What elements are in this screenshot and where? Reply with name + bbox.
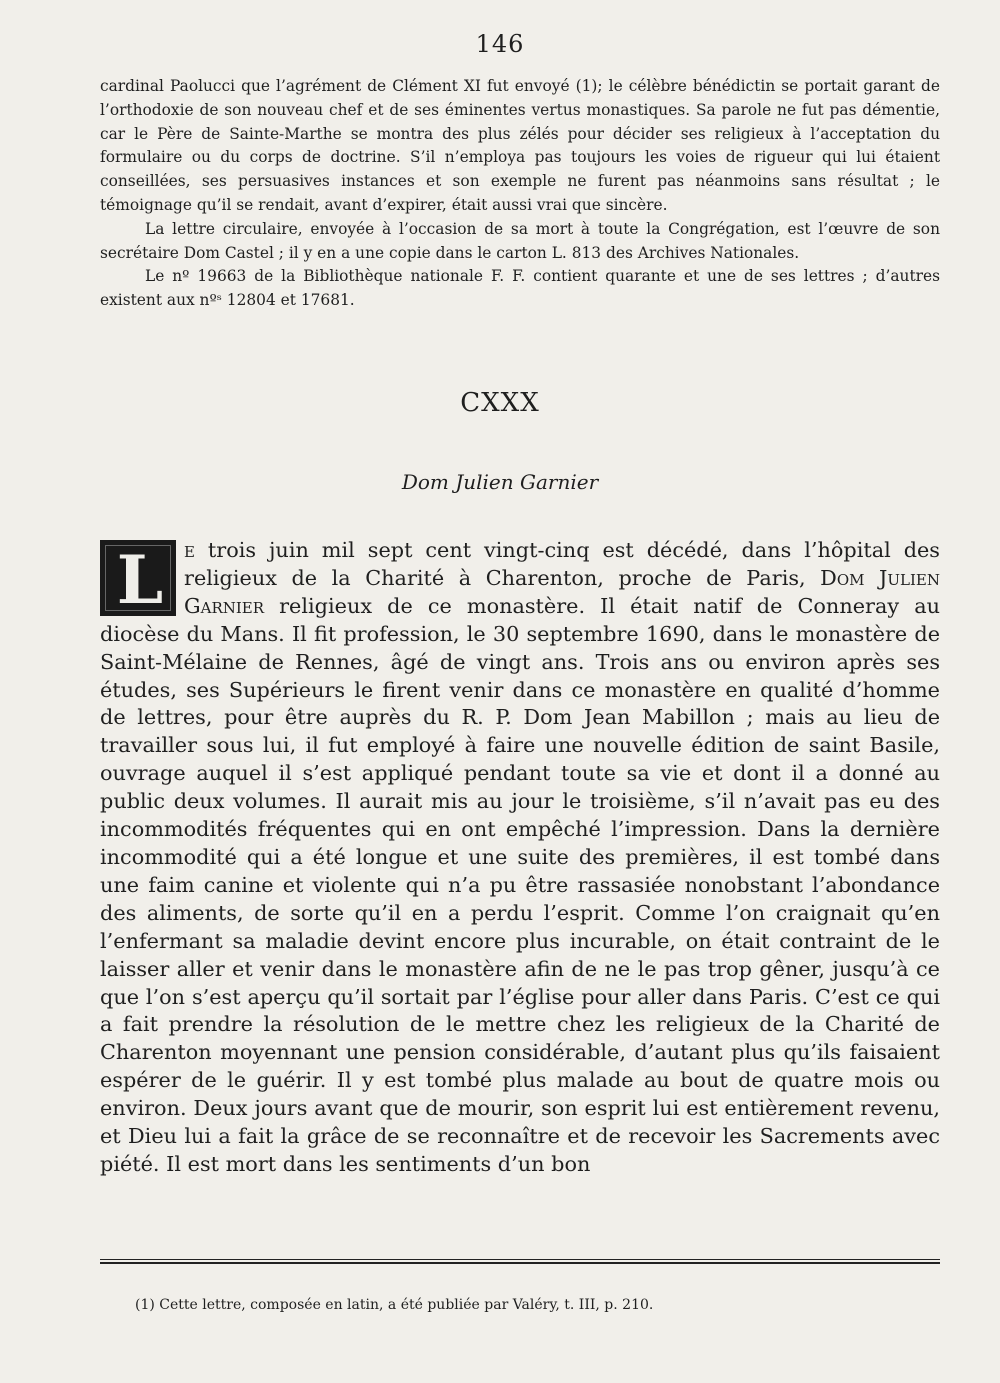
- first-word-rest: e: [184, 538, 195, 562]
- subject-name: Dom Julien Garnier: [184, 565, 940, 618]
- body-text: [100, 537, 940, 1179]
- footnote-divider: [100, 1259, 940, 1264]
- chapter-title: Dom Julien Garnier: [401, 470, 599, 494]
- top-text-block: [100, 75, 940, 313]
- paragraph: Le nº 19663 de la Bibliothèque nationale F. F. contient quarante et une de ses lettres ; d’autres existent aux nºˢ 12804 et 17681.: [100, 267, 940, 310]
- footnote: (1) Cette lettre, composée en latin, a été publiée par Valéry, t. III, p. 210.: [135, 1297, 654, 1313]
- drop-cap-letter: L: [116, 541, 164, 619]
- body-main: religieux de ce monastère. Il était natif de Conneray au diocèse du Mans. Il fit profession, le 30 septembre 1690, dans le monastère de Saint-Mélaine de Rennes, âgé de vingt ans. Trois ans ou environ après ses études, ses Supérieurs le firent venir dans ce monastère en qualité d’homme de lettres, pour être auprès du R. P. Dom Jean Mabillon ; mais au lieu de travailler sous lui, il fut employé à faire une nouvelle édition de saint Basile, ouvrage auquel il s’est appliqué pendant toute sa vie et dont il a donné au public deux volumes. Il aurait mis au jour le troisième, s’il n’avait pas eu des incommodités fréquentes qui en ont empêché l’impression. Dans la dernière incommodité qui a été longue et une suite des premières, il est tombé dans une faim canine et violente qui n’a pu être rassasiée nonobstant l’abondance des aliments, de sorte qu’il en a perdu l’esprit. Comme l’on craignait qu’en l’enfermant sa maladie devint encore plus incurable, on était contraint de le laisser aller et venir dans le monastère afin de ne le pas trop gêner, jusqu’à ce que l’on s’est aperçu qu’il sortait par l’église pour aller dans Paris. C’est ce qui a fait prendre la résolution de le mettre chez les religieux de la Charité de Charenton moyennant une pension considérable, d’autant plus qu’ils faisaient espérer de le guérir. Il y est tombé plus malade au bout de quatre mois ou environ. Deux jours avant que de mourir, son esprit lui est entièrement revenu, et Dieu lui a fait la grâce de se reconnaître et de recevoir les Sacrements avec piété. Il est mort dans les sentiments d’un bon: [100, 593, 940, 1176]
- page-number: 146: [475, 30, 525, 58]
- body-opening: trois juin mil sept cent vingt-cinq est décédé, dans l’hôpital des religieux de la Charité à Charenton, proche de Paris,: [184, 538, 940, 590]
- chapter-number: CXXX: [460, 388, 540, 418]
- paragraph: La lettre circulaire, envoyée à l’occasion de sa mort à toute la Congrégation, est l’œuvre de son secrétaire Dom Castel ; il y en a une copie dans le carton L. 813 des Archives Nationales.: [100, 219, 940, 262]
- drop-cap-initial: [100, 540, 176, 619]
- paragraph: cardinal Paolucci que l’agrément de Clément XI fut envoyé (1); le célèbre bénédictin se portait garant de l’orthodoxie de son nouveau chef et de ses éminentes vertus monastiques. Sa parole ne fut pas démentie, car le Père de Sainte-Marthe se montra des plus zélés pour décider ses religieux à l’acceptation du formulaire ou du corps de doctrine. S’il n’employa pas toujours les voies de rigueur qui lui étaient conseillées, ses persuasives instances et son exemple ne furent pas néanmoins sans résultat ; le témoignage qu’il se rendait, avant d’expirer, était aussi vrai que sincère.: [100, 77, 940, 214]
